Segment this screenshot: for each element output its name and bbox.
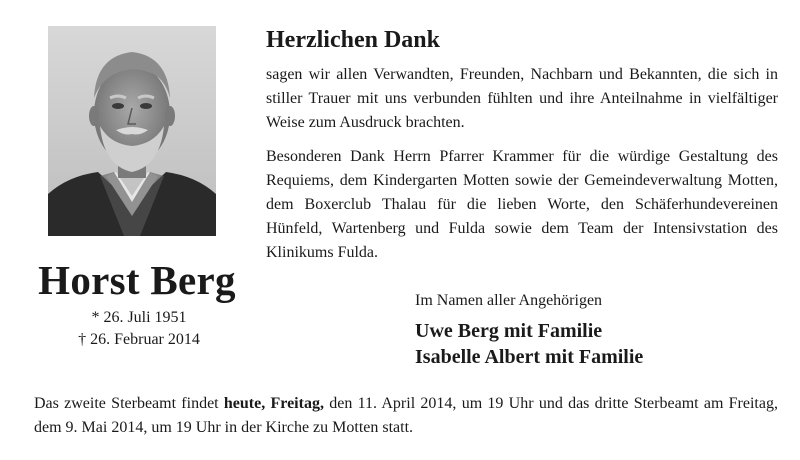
life-dates bbox=[36, 307, 242, 351]
portrait-photo bbox=[48, 26, 216, 236]
death-date: † 26. Februar 2014 bbox=[78, 331, 200, 348]
signature-family-2: Isabelle Albert mit Familie bbox=[415, 346, 644, 368]
signature-family-1: Uwe Berg mit Familie bbox=[415, 320, 603, 342]
thanks-paragraph-1: sagen wir allen Verwandten, Freunden, Nachbarn und Bekannten, die sich in stiller Trauer mit uns verbunden fühlten und ihre Anteilnahme in vielfältiger Weise zum Ausdruck brachten. bbox=[266, 66, 778, 131]
service-notice-highlight: heute, Freitag, bbox=[223, 395, 324, 412]
birth-date: * 26. Juli 1951 bbox=[91, 309, 187, 326]
deceased-name: Horst Berg bbox=[38, 257, 236, 303]
service-notice-start: Das zweite Sterbeamt findet bbox=[34, 395, 224, 412]
thanks-paragraph-2: Besonderen Dank Herrn Pfarrer Krammer für die würdige Gestaltung des Requiems, dem Kindergarten Motten sowie der Gemeindeverwaltung Motten, dem Boxerclub Thalau für die lieben Worte, den Schäferhundevereinen Hünfeld, Wartenberg und Fulda sowie dem Team der Intensivstation des Klinikums Fulda. bbox=[266, 148, 778, 261]
service-notice bbox=[34, 392, 778, 440]
signature-intro: Im Namen aller Angehörigen bbox=[415, 292, 603, 309]
thanks-heading: Herzlichen Dank bbox=[266, 27, 440, 53]
service-notice-end: den 11. April 2014, um 19 Uhr und das dritte Sterbeamt am Freitag, dem 9. Mai 2014, um 19 Uhr in der Kirche zu Motten statt. bbox=[34, 395, 778, 436]
